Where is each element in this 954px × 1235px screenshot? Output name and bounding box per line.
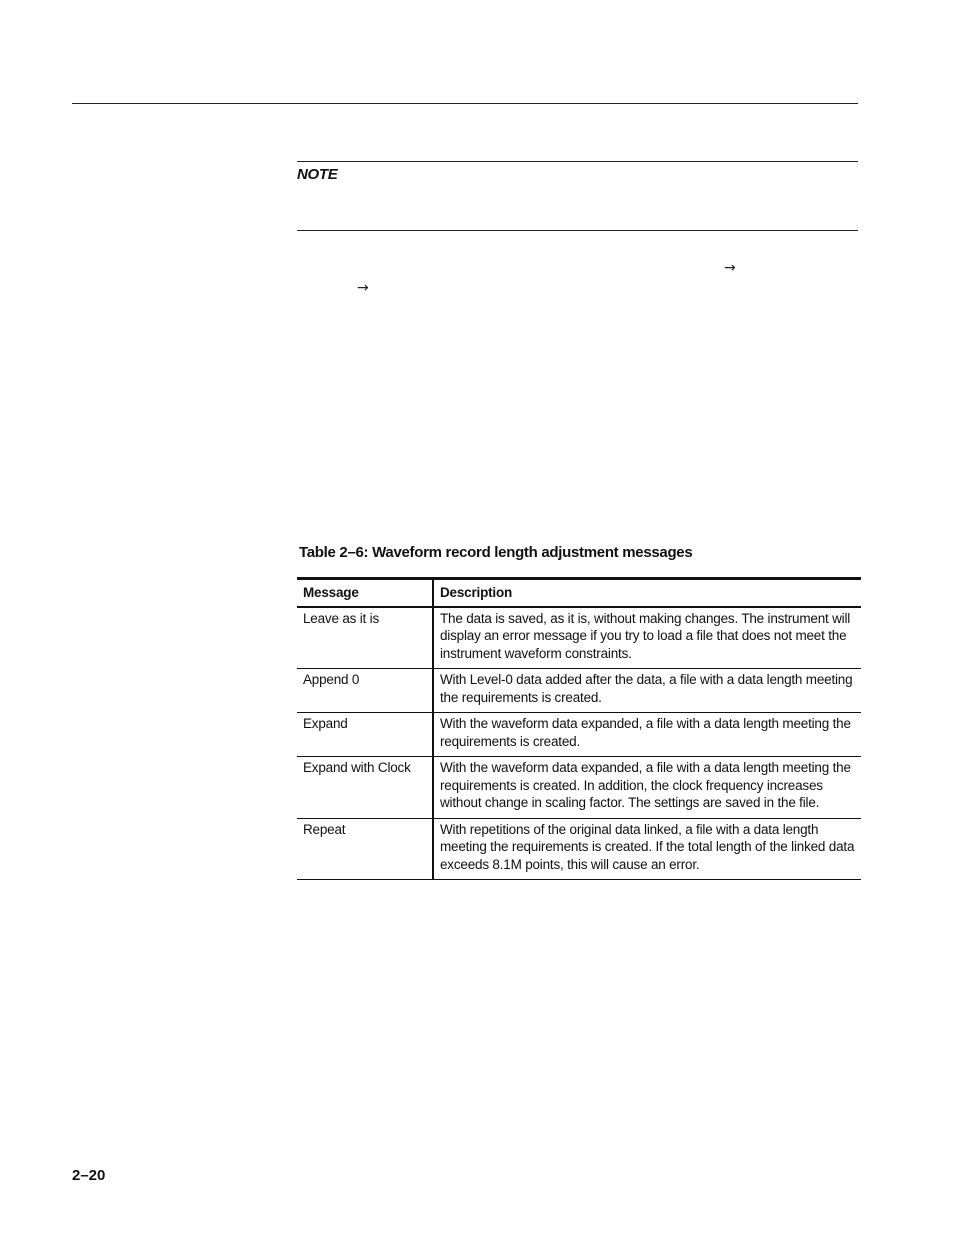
description-cell: With the waveform data expanded, a file with a data length meeting the requirements is created. [440, 716, 851, 749]
table-caption: Table 2–6: Waveform record length adjustment messages [299, 544, 693, 561]
right-arrow-icon: → [357, 280, 369, 296]
adjustment-messages-table [297, 577, 861, 880]
message-cell: Leave as it is [297, 607, 433, 669]
column-header-message: Message [297, 579, 433, 607]
message-cell: Expand with Clock [297, 757, 433, 819]
description-cell: With repetitions of the original data linked, a file with a data length meeting the requirements is created. If the total length of the linked data exceeds 8.1M points, this will cause an error. [440, 821, 855, 872]
description-cell: The data is saved, as it is, without making changes. The instrument will display an error message if you try to load a file that does not meet the instrument waveform constraints. [440, 610, 851, 661]
note-bottom-rule [297, 230, 858, 231]
right-arrow-icon: → [724, 260, 736, 276]
message-cell: Append 0 [297, 669, 433, 713]
note-top-rule [297, 161, 858, 162]
table-row [297, 607, 861, 669]
note-label: NOTE [297, 166, 338, 183]
message-cell: Expand [297, 713, 433, 757]
page-number: 2–20 [72, 1167, 106, 1184]
table-row [297, 669, 861, 713]
message-cell: Repeat [297, 818, 433, 880]
description-cell: With Level-0 data added after the data, a file with a data length meeting the requirements is created. [440, 672, 853, 705]
column-header-description: Description [440, 585, 513, 600]
table-header-row [297, 579, 861, 607]
table-row [297, 713, 861, 757]
table-row [297, 757, 861, 819]
header-rule [72, 103, 858, 104]
description-cell: With the waveform data expanded, a file with a data length meeting the requirements is created. In addition, the clock frequency increases without change in scaling factor. The settings are saved in the file. [440, 760, 851, 810]
table-row [297, 818, 861, 880]
